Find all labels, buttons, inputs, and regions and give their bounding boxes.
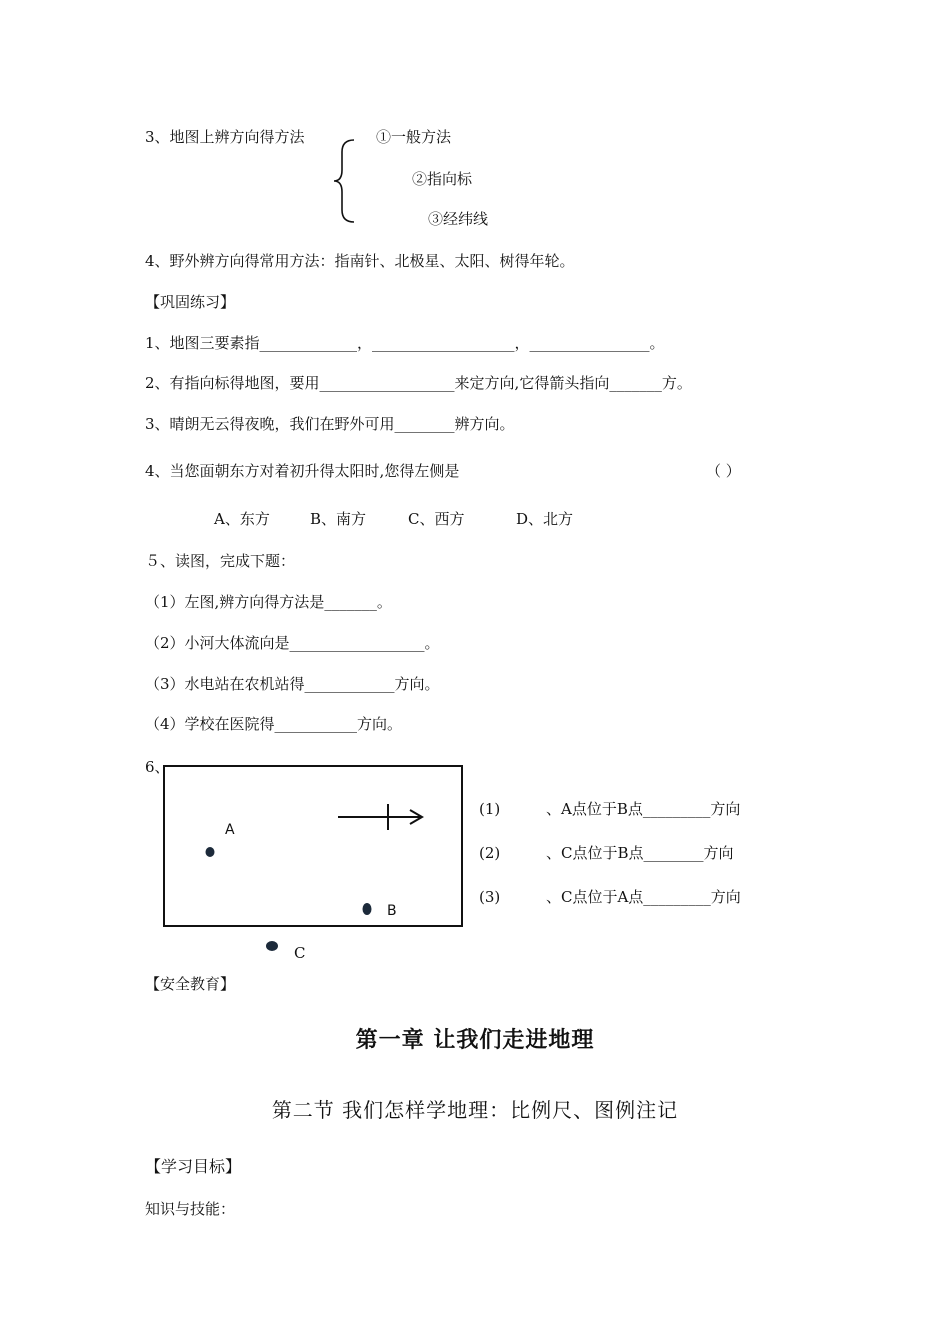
question-5-sub-1: （1）左图,辨方向得方法是_______。 bbox=[145, 593, 392, 611]
question-4-answer-paren: （ ） bbox=[706, 462, 741, 480]
point-b-label: B bbox=[387, 903, 397, 919]
section-title: 第二节 我们怎样学地理：比例尺、图例注记 bbox=[271, 1098, 679, 1122]
question-4: 4、当您面朝东方对着初升得太阳时,您得左侧是 bbox=[145, 462, 460, 480]
question-6-label: 6、 bbox=[145, 758, 170, 776]
q6-text-1: 、A点位于B点_________方向 bbox=[546, 800, 741, 818]
method-graticule: ③经纬线 bbox=[428, 210, 489, 228]
question-2: 2、有指向标得地图，要用__________________来定方向,它得箭头指向_______方。 bbox=[145, 374, 692, 392]
point-c-dot bbox=[266, 941, 278, 951]
question-3: 3、晴朗无云得夜晚，我们在野外可用________辨方向。 bbox=[145, 415, 515, 433]
safety-heading: 【安全教育】 bbox=[145, 975, 236, 993]
objectives-heading: 【学习目标】 bbox=[145, 1157, 242, 1176]
point-b-dot bbox=[363, 903, 372, 915]
question-5: ５、读图，完成下题： bbox=[145, 552, 296, 570]
option-a: A、东方 bbox=[214, 510, 270, 528]
method-general: ①一般方法 bbox=[376, 128, 452, 146]
question-5-sub-3: （3）水电站在农机站得____________方向。 bbox=[145, 675, 440, 693]
method-compass-rose: ②指向标 bbox=[412, 170, 473, 188]
chapter-title: 第一章 让我们走进地理 bbox=[355, 1027, 595, 1053]
q6-text-2: 、C点位于B点________方向 bbox=[546, 844, 734, 862]
question-5-sub-2: （2）小河大体流向是__________________。 bbox=[145, 634, 440, 652]
question-5-sub-4: （4）学校在医院得___________方向。 bbox=[145, 715, 403, 733]
knowledge-label: 知识与技能： bbox=[145, 1200, 236, 1218]
option-d: D、北方 bbox=[516, 510, 574, 528]
question-1: 1、地图三要素指_____________，___________________，________________。 bbox=[145, 334, 665, 352]
q6-num-2: (2) bbox=[479, 844, 501, 862]
diagram-frame bbox=[164, 766, 462, 926]
item4-text: 4、野外辨方向得常用方法：指南针、北极星、太阳、树得年轮。 bbox=[145, 252, 575, 270]
q6-num-1: (1) bbox=[479, 800, 501, 818]
point-c-label: C bbox=[294, 944, 306, 962]
option-c: C、西方 bbox=[408, 510, 465, 528]
practice-heading: 【巩固练习】 bbox=[145, 293, 236, 311]
item3-label: 3、地图上辨方向得方法 bbox=[145, 128, 305, 146]
point-a-label: A bbox=[225, 822, 235, 838]
q6-text-3: 、C点位于A点_________方向 bbox=[546, 888, 741, 906]
q6-num-3: (3) bbox=[479, 888, 501, 906]
option-b: B、南方 bbox=[310, 510, 367, 528]
point-a-dot bbox=[206, 847, 215, 857]
